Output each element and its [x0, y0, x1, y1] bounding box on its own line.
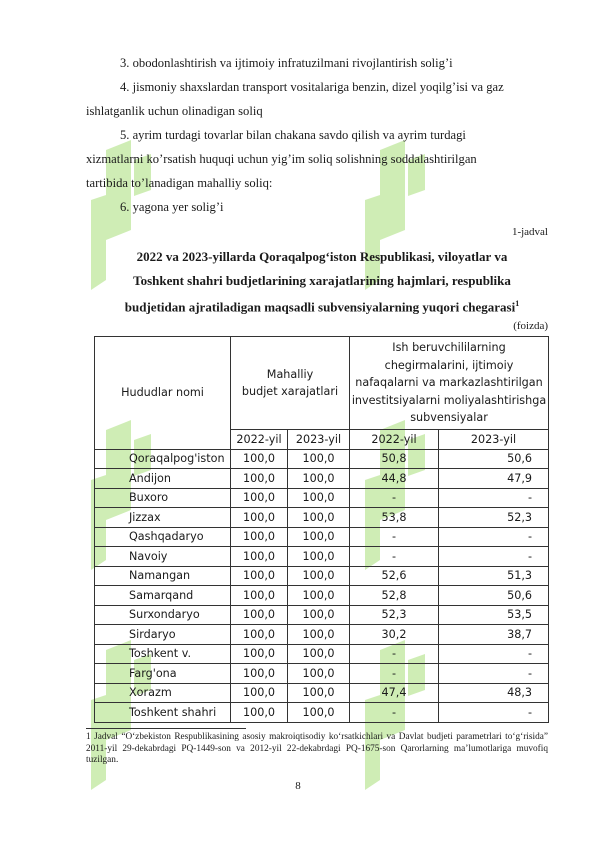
list-item-6: 6. yagona yer solig’i [120, 200, 224, 214]
region-name: Jizzax [95, 508, 231, 528]
budget-2023: 100,0 [288, 469, 350, 489]
budget-2023: 100,0 [288, 683, 350, 703]
subvention-2023: - [439, 527, 549, 547]
budget-2022: 100,0 [231, 527, 288, 547]
budget-2023: 100,0 [288, 605, 350, 625]
subvention-2022: - [350, 527, 439, 547]
table-row [95, 625, 549, 645]
subvention-2022: - [350, 488, 439, 508]
budget-2023: 100,0 [288, 625, 350, 645]
budget-2022: 100,0 [231, 469, 288, 489]
subvention-2022: - [350, 547, 439, 567]
list-item-5-line2: xizmatlarni ko’rsatish huquqi uchun yig’im soliq solishning soddalashtirilgan [86, 152, 477, 166]
table-row [95, 508, 549, 528]
subvention-2022: 47,4 [350, 683, 439, 703]
budget-2022: 100,0 [231, 625, 288, 645]
budget-2022: 100,0 [231, 488, 288, 508]
budget-2022: 100,0 [231, 449, 288, 469]
budget-2022: 100,0 [231, 566, 288, 586]
subvention-2023: 48,3 [439, 683, 549, 703]
subvention-2022: - [350, 644, 439, 664]
table-row [95, 449, 549, 469]
region-name: Navoiy [95, 547, 231, 567]
table-row [95, 469, 549, 489]
region-name: Sirdaryo [95, 625, 231, 645]
table-row [95, 586, 549, 606]
header-line: budjet xarajatlari [241, 385, 339, 398]
header-year: 2022-yil [231, 430, 288, 450]
budget-2023: 100,0 [288, 644, 350, 664]
header-year: 2022-yil [350, 430, 439, 450]
list-item-3: 3. obodonlashtirish va ijtimoiy infratuzilmani rivojlantirish solig’i [120, 56, 453, 70]
budget-2023: 100,0 [288, 547, 350, 567]
budget-2023: 100,0 [288, 703, 350, 723]
budget-2023: 100,0 [288, 449, 350, 469]
list-item-4-line1: 4. jismoniy shaxslardan transport vositalariga benzin, dizel yoqilg’isi va gaz [120, 80, 504, 94]
subvention-2023: - [439, 703, 549, 723]
budget-2023: 100,0 [288, 527, 350, 547]
subvention-2022: - [350, 703, 439, 723]
list-item-5-line1: 5. ayrim turdagi tovarlar bilan chakana savdo qilish va ayrim turdagi [120, 128, 466, 142]
subvention-2023: - [439, 664, 549, 684]
budget-2023: 100,0 [288, 508, 350, 528]
title-line: 2022 va 2023-yillarda Qoraqalpog‘iston Respublikasi, viloyatlar va [136, 249, 508, 264]
table-row [95, 605, 549, 625]
title-line: Toshkent shahri budjetlarining xarajatlarining hajmlari, respublika [133, 272, 511, 288]
region-name: Toshkent shahri [95, 703, 231, 723]
budget-2022: 100,0 [231, 703, 288, 723]
budget-2022: 100,0 [231, 508, 288, 528]
subvention-2022: 52,6 [350, 566, 439, 586]
header-subventions [350, 337, 549, 430]
budget-2022: 100,0 [231, 664, 288, 684]
budget-2022: 100,0 [231, 586, 288, 606]
subvention-2022: 30,2 [350, 625, 439, 645]
subvention-2023: 47,9 [439, 469, 549, 489]
header-line: nafaqalarni va markazlashtirilgan [355, 376, 543, 390]
subvention-2022: 52,8 [350, 586, 439, 606]
footnote-mark: 1 [515, 299, 520, 308]
budget-2022: 100,0 [231, 547, 288, 567]
subvention-2022: 44,8 [350, 469, 439, 489]
header-local-budget [231, 337, 350, 430]
subvention-2022: - [350, 664, 439, 684]
table-row [95, 527, 549, 547]
region-name: Xorazm [95, 683, 231, 703]
subvention-2023: - [439, 644, 549, 664]
table-row [95, 547, 549, 567]
header-line: investitsiyalarni moliyalashtirishga [351, 393, 547, 407]
data-table [94, 336, 549, 723]
subvention-2022: 52,3 [350, 605, 439, 625]
header-line: Ish beruvchililarning [392, 341, 506, 355]
table-row [95, 664, 549, 684]
table-row [95, 683, 549, 703]
region-name: Buxoro [95, 488, 231, 508]
subvention-2023: - [439, 547, 549, 567]
region-name: Toshkent v. [95, 644, 231, 664]
table-label: 1-jadval [511, 226, 548, 238]
subvention-2022: 53,8 [350, 508, 439, 528]
header-line: subvensiyalar [410, 411, 488, 425]
table-row [95, 703, 549, 723]
unit-label: (foizda) [513, 320, 548, 332]
header-region: Hududlar nomi [95, 337, 231, 450]
page-number: 8 [295, 780, 301, 792]
region-name: Namangan [95, 566, 231, 586]
region-name: Qoraqalpog'iston [95, 449, 231, 469]
region-name: Qashqadaryo [95, 527, 231, 547]
table-title [96, 245, 548, 319]
subvention-2023: 38,7 [439, 625, 549, 645]
subvention-2022: 50,8 [350, 449, 439, 469]
region-name: Surxondaryo [95, 605, 231, 625]
header-year: 2023-yil [439, 430, 549, 450]
subvention-2023: - [439, 488, 549, 508]
subvention-2023: 50,6 [439, 586, 549, 606]
budget-2023: 100,0 [288, 566, 350, 586]
subvention-2023: 51,3 [439, 566, 549, 586]
header-year: 2023-yil [288, 430, 350, 450]
budget-2022: 100,0 [231, 644, 288, 664]
header-line: chegirmalarini, ijtimoiy [384, 358, 514, 372]
table-row [95, 566, 549, 586]
budget-2023: 100,0 [288, 586, 350, 606]
region-name: Farg'ona [95, 664, 231, 684]
budget-2023: 100,0 [288, 664, 350, 684]
list-item-5-line3: tartibida to’lanadigan mahalliy soliq: [86, 176, 273, 190]
header-line: Mahalliy [266, 367, 314, 381]
region-name: Andijon [95, 469, 231, 489]
budget-2022: 100,0 [231, 683, 288, 703]
subvention-2023: 50,6 [439, 449, 549, 469]
region-name: Samarqand [95, 586, 231, 606]
budget-2023: 100,0 [288, 488, 350, 508]
list-item-4-line2: ishlatganlik uchun olinadigan soliq [86, 104, 263, 118]
subvention-2023: 53,5 [439, 605, 549, 625]
table-row [95, 644, 549, 664]
subvention-2023: 52,3 [439, 508, 549, 528]
title-line: budjetidan ajratiladigan maqsadli subvensiyalarning yuqori chegarasi$^1$ [124, 299, 520, 315]
footnote-divider [86, 728, 246, 729]
budget-2022: 100,0 [231, 605, 288, 625]
footnote: 1 Jadval “O‘zbekiston Respublikasining asosiy makroiqtisodiy ko‘rsatkichlari va Davlat budjeti parametrlari to‘g‘risida” 2011-yil 29-dekabrdagi PQ-1449-son va 2012-yil 22-dekabrdagi PQ-1675-son Qarorlarning ma’lumotlariga muvofiq tuzilgan. [86, 732, 548, 766]
table-row [95, 488, 549, 508]
